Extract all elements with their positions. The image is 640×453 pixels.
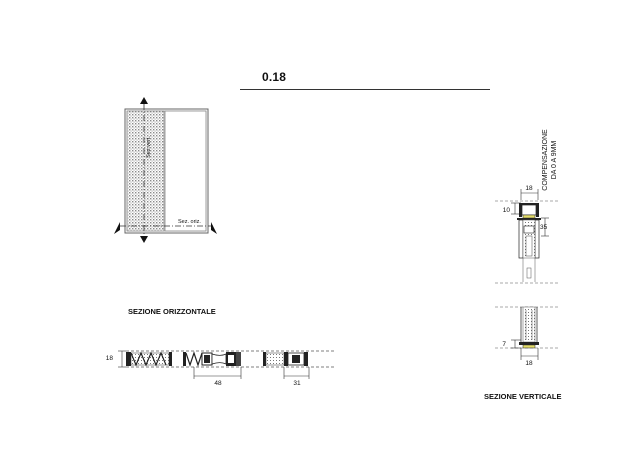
dim-bottom-width: 18 <box>525 360 533 367</box>
right-profile <box>263 352 308 366</box>
horizontal-section-marker: Sez. oriz. <box>178 219 201 225</box>
dim-bottom-left: 7 <box>502 341 506 348</box>
dim-top-width: 18 <box>525 185 533 192</box>
dim-height: 18 <box>105 355 113 362</box>
dim-right-width: 31 <box>293 380 301 387</box>
elevation-view <box>114 97 217 243</box>
dim-center-width: 48 <box>214 380 222 387</box>
cut-arrow-bottom <box>140 236 148 243</box>
vertical-section-title: SEZIONE VERTICALE <box>484 392 562 401</box>
cut-arrow-top <box>140 97 148 104</box>
horizontal-section <box>106 307 335 387</box>
cut-arrow-right <box>211 222 217 234</box>
compensation-label-2: DA 0 A 9MM <box>551 140 558 180</box>
top-head-profile <box>517 203 541 282</box>
fixed-panel <box>127 111 164 231</box>
cut-arrow-left <box>114 222 120 234</box>
center-profile <box>183 352 241 366</box>
left-profile <box>126 352 172 366</box>
vertical-section-marker: Sez.vert. <box>146 136 152 158</box>
dim-top-right: 35 <box>540 224 548 231</box>
vertical-section <box>484 129 562 401</box>
sliding-panel <box>165 111 206 231</box>
drawing-title: 0.18 <box>262 70 287 84</box>
horizontal-section-title: SEZIONE ORIZZONTALE <box>128 307 216 316</box>
dim-top-left: 10 <box>502 207 510 214</box>
compensation-label-1: COMPENSAZIONE <box>542 129 549 191</box>
